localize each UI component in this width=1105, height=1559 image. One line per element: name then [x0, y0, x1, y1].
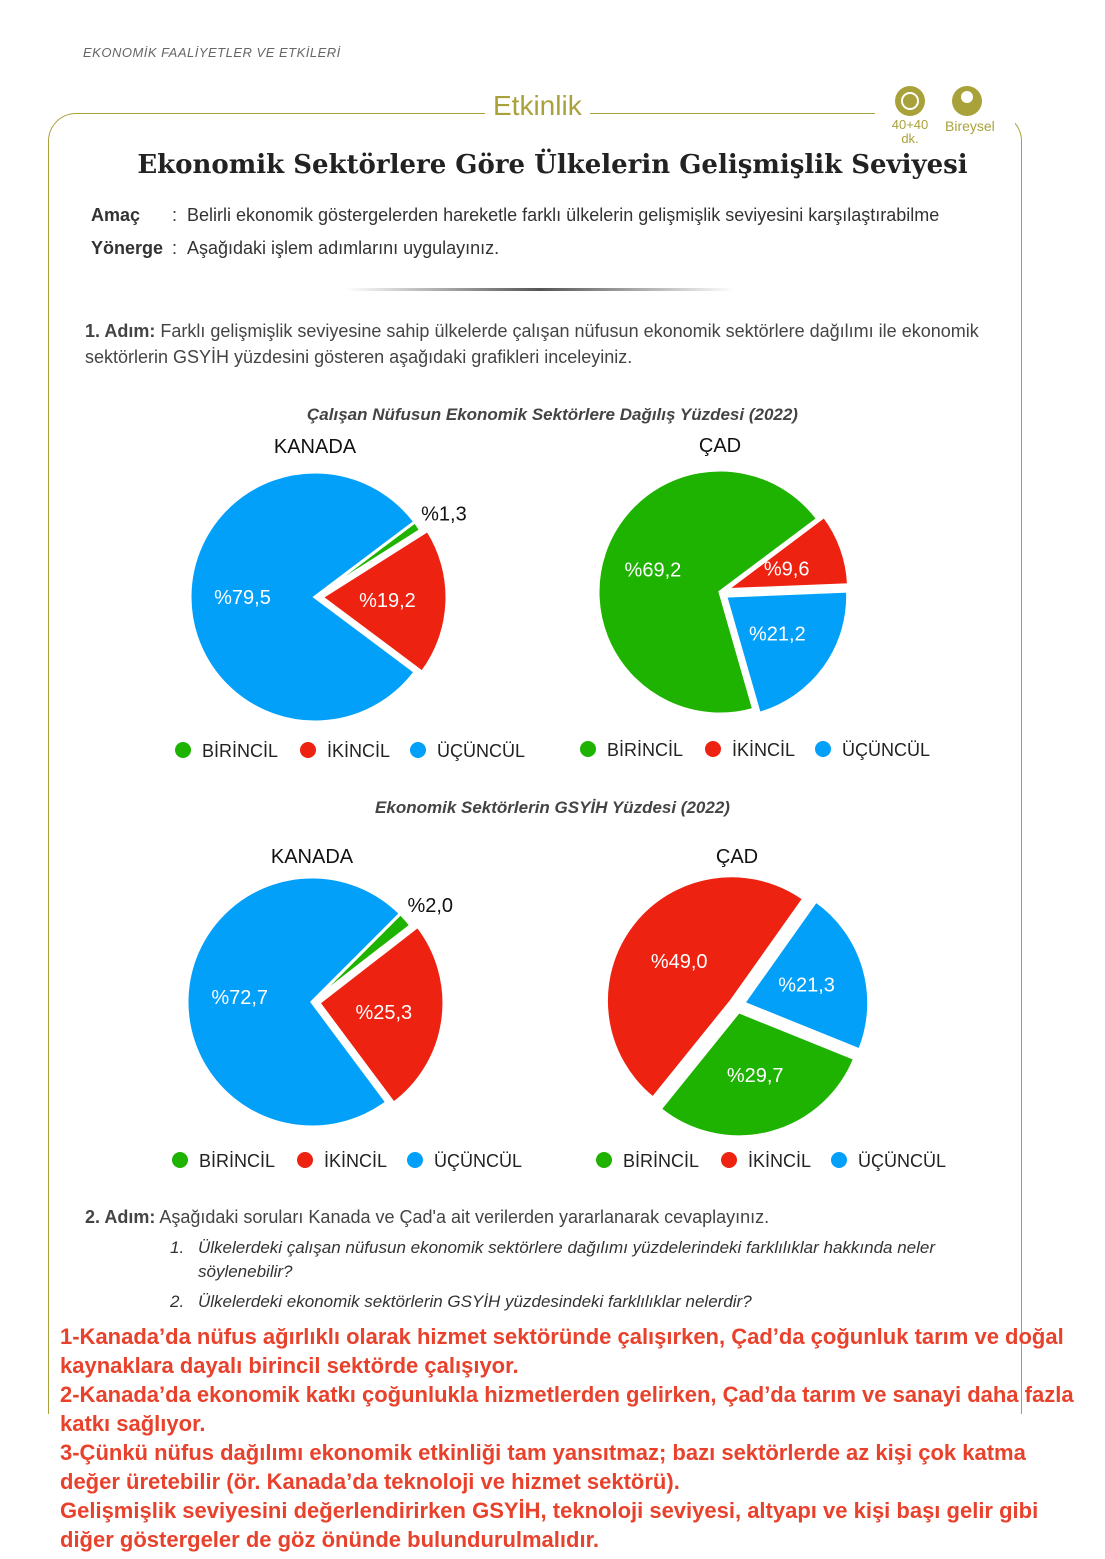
legend-label: ÜÇÜNCÜL [858, 1151, 947, 1171]
legend-marker [580, 741, 596, 757]
legend-label: İKİNCİL [748, 1151, 812, 1171]
legend-label: İKİNCİL [327, 741, 391, 761]
pie-value-label: %29,7 [726, 1065, 784, 1088]
question-1 [170, 1236, 1000, 1284]
yonerge-label: Yönerge [91, 238, 164, 258]
step1-text: Farklı gelişmişlik seviyesine sahip ülkelerde çalışan nüfusun ekonomik sektörlere dağılımı ile ekonomik sektörlerin GSYİH yüzdesini gösteren aşağıdaki grafikleri inceleyiniz. [85, 321, 979, 367]
question-text: Ülkelerdeki çalışan nüfusun ekonomik sektörlere dağılımı yüzdelerindeki farklılıklar hakkında neler söylenebilir? [198, 1238, 936, 1281]
question-number: 1. [170, 1238, 185, 1257]
legend-marker [175, 742, 191, 758]
legend-label: BİRİNCİL [607, 740, 684, 760]
duration: 40+40 dk. [891, 117, 929, 146]
step1-label: 1. Adım: [85, 321, 156, 341]
pie-value-label: %69,2 [624, 559, 682, 582]
pie-value-label: %21,2 [749, 623, 806, 646]
legend-marker [297, 1152, 313, 1168]
pie-value-label: %9,6 [763, 558, 810, 581]
pie-value-label: %19,2 [359, 589, 416, 612]
legend-marker [815, 741, 831, 757]
legend-marker [172, 1152, 188, 1168]
legend-label: BİRİNCİL [202, 741, 279, 761]
question-number: 2. [170, 1292, 185, 1311]
step2-label: 2. Adım: [85, 1207, 156, 1227]
answer-2: 2-Kanada’da ekonomik katkı çoğunlukla hizmetlerden gelirken, Çad’da tarım ve sanayi daha fazla katkı sağlıyor. [60, 1382, 1074, 1436]
pie-value-label: %2,0 [407, 894, 454, 917]
legend-marker [596, 1152, 612, 1168]
section-label: Etkinlik [485, 90, 590, 122]
legend-label: ÜÇÜNCÜL [842, 740, 931, 760]
legend-marker [721, 1152, 737, 1168]
chart-country-label: KANADA [270, 846, 354, 868]
answer-1: 1-Kanada’da nüfus ağırlıklı olarak hizmet sektöründe çalışırken, Çad’da çoğunluk tarım ve doğal kaynaklara dayalı birincil sektörde çalışıyor. [60, 1324, 1064, 1378]
colon: : [172, 205, 178, 225]
pie-value-label: %79,5 [214, 587, 271, 610]
running-header: EKONOMİK FAALİYETLER VE ETKİLERİ [83, 45, 341, 60]
legend-label: İKİNCİL [324, 1151, 388, 1171]
answer-3: 3-Çünkü nüfus dağılımı ekonomik etkinliği tam yansıtmaz; bazı sektörlerde az kişi çok katma değer üretebilir (ör. Kanada’da teknoloji ve hizmet sektörü). [60, 1440, 1026, 1494]
legend-marker [705, 741, 721, 757]
pie-value-label: %49,0 [650, 951, 708, 974]
chart-title-1: Çalışan Nüfusun Ekonomik Sektörlere Dağılış Yüzdesi (2022) [307, 405, 798, 424]
legend-marker [300, 742, 316, 758]
legend-label: ÜÇÜNCÜL [437, 741, 526, 761]
pie-value-label: %21,3 [778, 974, 835, 997]
step2-text: Aşağıdaki soruları Kanada ve Çad'a ait verilerden yararlanarak cevaplayınız. [159, 1207, 770, 1227]
legend-label: BİRİNCİL [623, 1151, 700, 1171]
colon: : [172, 238, 178, 258]
legend-label: BİRİNCİL [199, 1151, 276, 1171]
amac-text: Belirli ekonomik göstergelerden hareketle farklı ülkelerin gelişmişlik seviyesini karşılaştırabilme [187, 205, 940, 225]
yonerge-text: Aşağıdaki işlem adımlarını uygulayınız. [187, 238, 500, 258]
chart-country-label: ÇAD [715, 846, 759, 868]
step2 [85, 1204, 1005, 1230]
question-text: Ülkelerdeki ekonomik sektörlerin GSYİH yüzdesindeki farklılıklar nelerdir? [198, 1292, 752, 1311]
answers [60, 1322, 1080, 1554]
question-2 [170, 1290, 1000, 1314]
legend-label: ÜÇÜNCÜL [434, 1151, 523, 1171]
pie-value-label: %25,3 [355, 1001, 413, 1024]
page-title: Ekonomik Sektörlere Göre Ülkelerin Gelişmişlik Seviyesi [137, 150, 968, 180]
amac-label: Amaç [91, 205, 141, 225]
legend-label: İKİNCİL [732, 740, 796, 760]
pie-value-label: %72,7 [211, 986, 269, 1009]
chart-country-label: KANADA [273, 436, 357, 458]
mode: Bireysel [945, 118, 995, 134]
legend-marker [407, 1152, 423, 1168]
pie-value-label: %1,3 [421, 503, 467, 526]
chart-title-2: Ekonomik Sektörlerin GSYİH Yüzdesi (2022) [375, 798, 730, 817]
chart-country-label: ÇAD [698, 435, 742, 457]
legend-marker [831, 1152, 847, 1168]
legend-marker [410, 742, 426, 758]
answer-4: Gelişmişlik seviyesini değerlendirirken GSYİH, teknoloji seviyesi, altyapı ve kişi başı gelir gibi diğer göstergeler de göz önünde bulundurulmalıdır. [60, 1498, 1039, 1552]
